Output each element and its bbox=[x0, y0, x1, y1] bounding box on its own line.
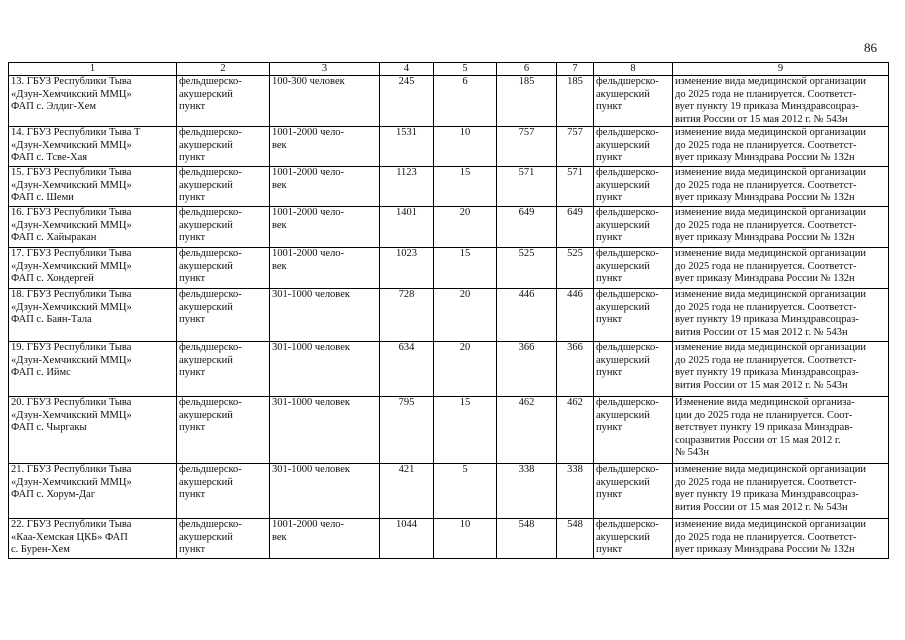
type-cell: фельдшерско- акушерский пункт bbox=[594, 248, 673, 289]
type-cell: фельдшерско- акушерский пункт bbox=[594, 207, 673, 248]
note-cell: изменение вида медицинской организации до 2025 года не планируется. Соответст- вует приказу Минздрава России № 132н bbox=[673, 519, 889, 559]
value-cell: 571 bbox=[557, 167, 594, 207]
distance-cell: 20 bbox=[434, 289, 497, 342]
type-cell: фельдшерско- акушерский пункт bbox=[594, 397, 673, 464]
facility-cell: 17. ГБУЗ Республики Тыва «Дзун-Хемчикский ММЦ» ФАП с. Хондергей bbox=[9, 248, 177, 289]
distance-cell: 5 bbox=[434, 464, 497, 519]
facility-cell: 16. ГБУЗ Республики Тыва «Дзун-Хемчикский ММЦ» ФАП с. Хайыракан bbox=[9, 207, 177, 248]
facility-cell: 21. ГБУЗ Республики Тыва «Дзун-Хемчикский ММЦ» ФАП с. Хорум-Даг bbox=[9, 464, 177, 519]
type-cell: фельдшерско- акушерский пункт bbox=[594, 464, 673, 519]
column-header: 3 bbox=[270, 63, 380, 76]
column-header: 5 bbox=[434, 63, 497, 76]
value-cell: 548 bbox=[497, 519, 557, 559]
population-cell: 1023 bbox=[380, 248, 434, 289]
note-cell: изменение вида медицинской организации до 2025 года не планируется. Соответст- вует пункту 19 приказа Минздравсоцраз- вития России от 15 мая 2012 г. № 543н bbox=[673, 342, 889, 397]
population-cell: 634 bbox=[380, 342, 434, 397]
distance-cell: 6 bbox=[434, 76, 497, 127]
population-range-cell: 1001-2000 чело- век bbox=[270, 248, 380, 289]
table-row bbox=[9, 248, 889, 289]
facility-cell: 15. ГБУЗ Республики Тыва «Дзун-Хемчикский ММЦ» ФАП с. Шеми bbox=[9, 167, 177, 207]
population-range-cell: 100-300 человек bbox=[270, 76, 380, 127]
value-cell: 185 bbox=[557, 76, 594, 127]
facility-cell: 14. ГБУЗ Республики Тыва Т «Дзун-Хемчикский ММЦ» ФАП с. Тсве-Хая bbox=[9, 127, 177, 167]
type-cell: фельдшерско- акушерский пункт bbox=[177, 207, 270, 248]
type-cell: фельдшерско- акушерский пункт bbox=[177, 397, 270, 464]
facility-cell: 13. ГБУЗ Республики Тыва «Дзун-Хемчикский ММЦ» ФАП с. Элдиг-Хем bbox=[9, 76, 177, 127]
value-cell: 525 bbox=[557, 248, 594, 289]
value-cell: 338 bbox=[497, 464, 557, 519]
value-cell: 649 bbox=[497, 207, 557, 248]
note-cell: изменение вида медицинской организации до 2025 года не планируется. Соответст- вует пункту 19 приказа Минздравсоцраз- вития России от 15 мая 2012 г. № 543н bbox=[673, 464, 889, 519]
facility-cell: 19. ГБУЗ Республики Тыва «Дзун-Хемчикский ММЦ» ФАП с. Иймс bbox=[9, 342, 177, 397]
facility-cell: 22. ГБУЗ Республики Тыва «Каа-Хемская ЦКБ» ФАП с. Бурен-Хем bbox=[9, 519, 177, 559]
type-cell: фельдшерско- акушерский пункт bbox=[177, 289, 270, 342]
table-row bbox=[9, 289, 889, 342]
value-cell: 366 bbox=[557, 342, 594, 397]
type-cell: фельдшерско- акушерский пункт bbox=[177, 248, 270, 289]
note-cell: изменение вида медицинской организации до 2025 года не планируется. Соответст- вует пункту 19 приказа Минздравсоцраз- вития России от 15 мая 2012 г. № 543н bbox=[673, 76, 889, 127]
type-cell: фельдшерско- акушерский пункт bbox=[177, 76, 270, 127]
note-cell: изменение вида медицинской организации до 2025 года не планируется. Соответст- вует приказу Минздрава России № 132н bbox=[673, 127, 889, 167]
population-range-cell: 1001-2000 чело- век bbox=[270, 167, 380, 207]
type-cell: фельдшерско- акушерский пункт bbox=[594, 127, 673, 167]
column-header-row bbox=[9, 63, 889, 76]
type-cell: фельдшерско- акушерский пункт bbox=[177, 127, 270, 167]
data-table bbox=[8, 62, 889, 559]
note-cell: Изменение вида медицинской организа- ции до 2025 года не планируется. Соот- ветствует пункту 19 приказа Минздрав- соцразвития России от 15 мая 2012 г. № 543н bbox=[673, 397, 889, 464]
column-header: 7 bbox=[557, 63, 594, 76]
distance-cell: 20 bbox=[434, 342, 497, 397]
table-row bbox=[9, 519, 889, 559]
type-cell: фельдшерско- акушерский пункт bbox=[594, 167, 673, 207]
column-header: 6 bbox=[497, 63, 557, 76]
distance-cell: 15 bbox=[434, 167, 497, 207]
note-cell: изменение вида медицинской организации до 2025 года не планируется. Соответст- вует приказу Минздрава России № 132н bbox=[673, 207, 889, 248]
value-cell: 338 bbox=[557, 464, 594, 519]
population-cell: 795 bbox=[380, 397, 434, 464]
population-range-cell: 1001-2000 чело- век bbox=[270, 519, 380, 559]
note-cell: изменение вида медицинской организации до 2025 года не планируется. Соответст- вует приказу Минздрава России № 132н bbox=[673, 167, 889, 207]
population-cell: 245 bbox=[380, 76, 434, 127]
value-cell: 548 bbox=[557, 519, 594, 559]
value-cell: 757 bbox=[557, 127, 594, 167]
value-cell: 446 bbox=[557, 289, 594, 342]
table-row bbox=[9, 167, 889, 207]
population-range-cell: 1001-2000 чело- век bbox=[270, 127, 380, 167]
column-header: 1 bbox=[9, 63, 177, 76]
value-cell: 757 bbox=[497, 127, 557, 167]
distance-cell: 10 bbox=[434, 519, 497, 559]
facility-cell: 20. ГБУЗ Республики Тыва «Дзун-Хемчикский ММЦ» ФАП с. Чыргакы bbox=[9, 397, 177, 464]
type-cell: фельдшерско- акушерский пункт bbox=[594, 342, 673, 397]
type-cell: фельдшерско- акушерский пункт bbox=[594, 519, 673, 559]
table-row bbox=[9, 464, 889, 519]
column-header: 2 bbox=[177, 63, 270, 76]
note-cell: изменение вида медицинской организации до 2025 года не планируется. Соответст- вует приказу Минздрава России № 132н bbox=[673, 248, 889, 289]
column-header: 8 bbox=[594, 63, 673, 76]
type-cell: фельдшерско- акушерский пункт bbox=[594, 289, 673, 342]
value-cell: 446 bbox=[497, 289, 557, 342]
type-cell: фельдшерско- акушерский пункт bbox=[177, 167, 270, 207]
table-row bbox=[9, 397, 889, 464]
type-cell: фельдшерско- акушерский пункт bbox=[177, 464, 270, 519]
table-row bbox=[9, 342, 889, 397]
type-cell: фельдшерско- акушерский пункт bbox=[177, 342, 270, 397]
value-cell: 462 bbox=[497, 397, 557, 464]
population-cell: 1531 bbox=[380, 127, 434, 167]
distance-cell: 20 bbox=[434, 207, 497, 248]
value-cell: 462 bbox=[557, 397, 594, 464]
note-cell: изменение вида медицинской организации до 2025 года не планируется. Соответст- вует пункту 19 приказа Минздравсоцраз- вития России от 15 мая 2012 г. № 543н bbox=[673, 289, 889, 342]
value-cell: 185 bbox=[497, 76, 557, 127]
table-row bbox=[9, 127, 889, 167]
distance-cell: 15 bbox=[434, 248, 497, 289]
population-cell: 728 bbox=[380, 289, 434, 342]
population-cell: 421 bbox=[380, 464, 434, 519]
distance-cell: 15 bbox=[434, 397, 497, 464]
table-row bbox=[9, 76, 889, 127]
population-cell: 1044 bbox=[380, 519, 434, 559]
population-range-cell: 1001-2000 чело- век bbox=[270, 207, 380, 248]
column-header: 9 bbox=[673, 63, 889, 76]
table-row bbox=[9, 207, 889, 248]
value-cell: 649 bbox=[557, 207, 594, 248]
population-range-cell: 301-1000 человек bbox=[270, 342, 380, 397]
distance-cell: 10 bbox=[434, 127, 497, 167]
type-cell: фельдшерско- акушерский пункт bbox=[594, 76, 673, 127]
value-cell: 525 bbox=[497, 248, 557, 289]
value-cell: 571 bbox=[497, 167, 557, 207]
population-cell: 1123 bbox=[380, 167, 434, 207]
type-cell: фельдшерско- акушерский пункт bbox=[177, 519, 270, 559]
column-header: 4 bbox=[380, 63, 434, 76]
value-cell: 366 bbox=[497, 342, 557, 397]
population-range-cell: 301-1000 человек bbox=[270, 464, 380, 519]
page-number: 86 bbox=[864, 40, 877, 55]
population-range-cell: 301-1000 человек bbox=[270, 289, 380, 342]
population-cell: 1401 bbox=[380, 207, 434, 248]
population-range-cell: 301-1000 человек bbox=[270, 397, 380, 464]
facility-cell: 18. ГБУЗ Республики Тыва «Дзун-Хемчикский ММЦ» ФАП с. Баян-Тала bbox=[9, 289, 177, 342]
